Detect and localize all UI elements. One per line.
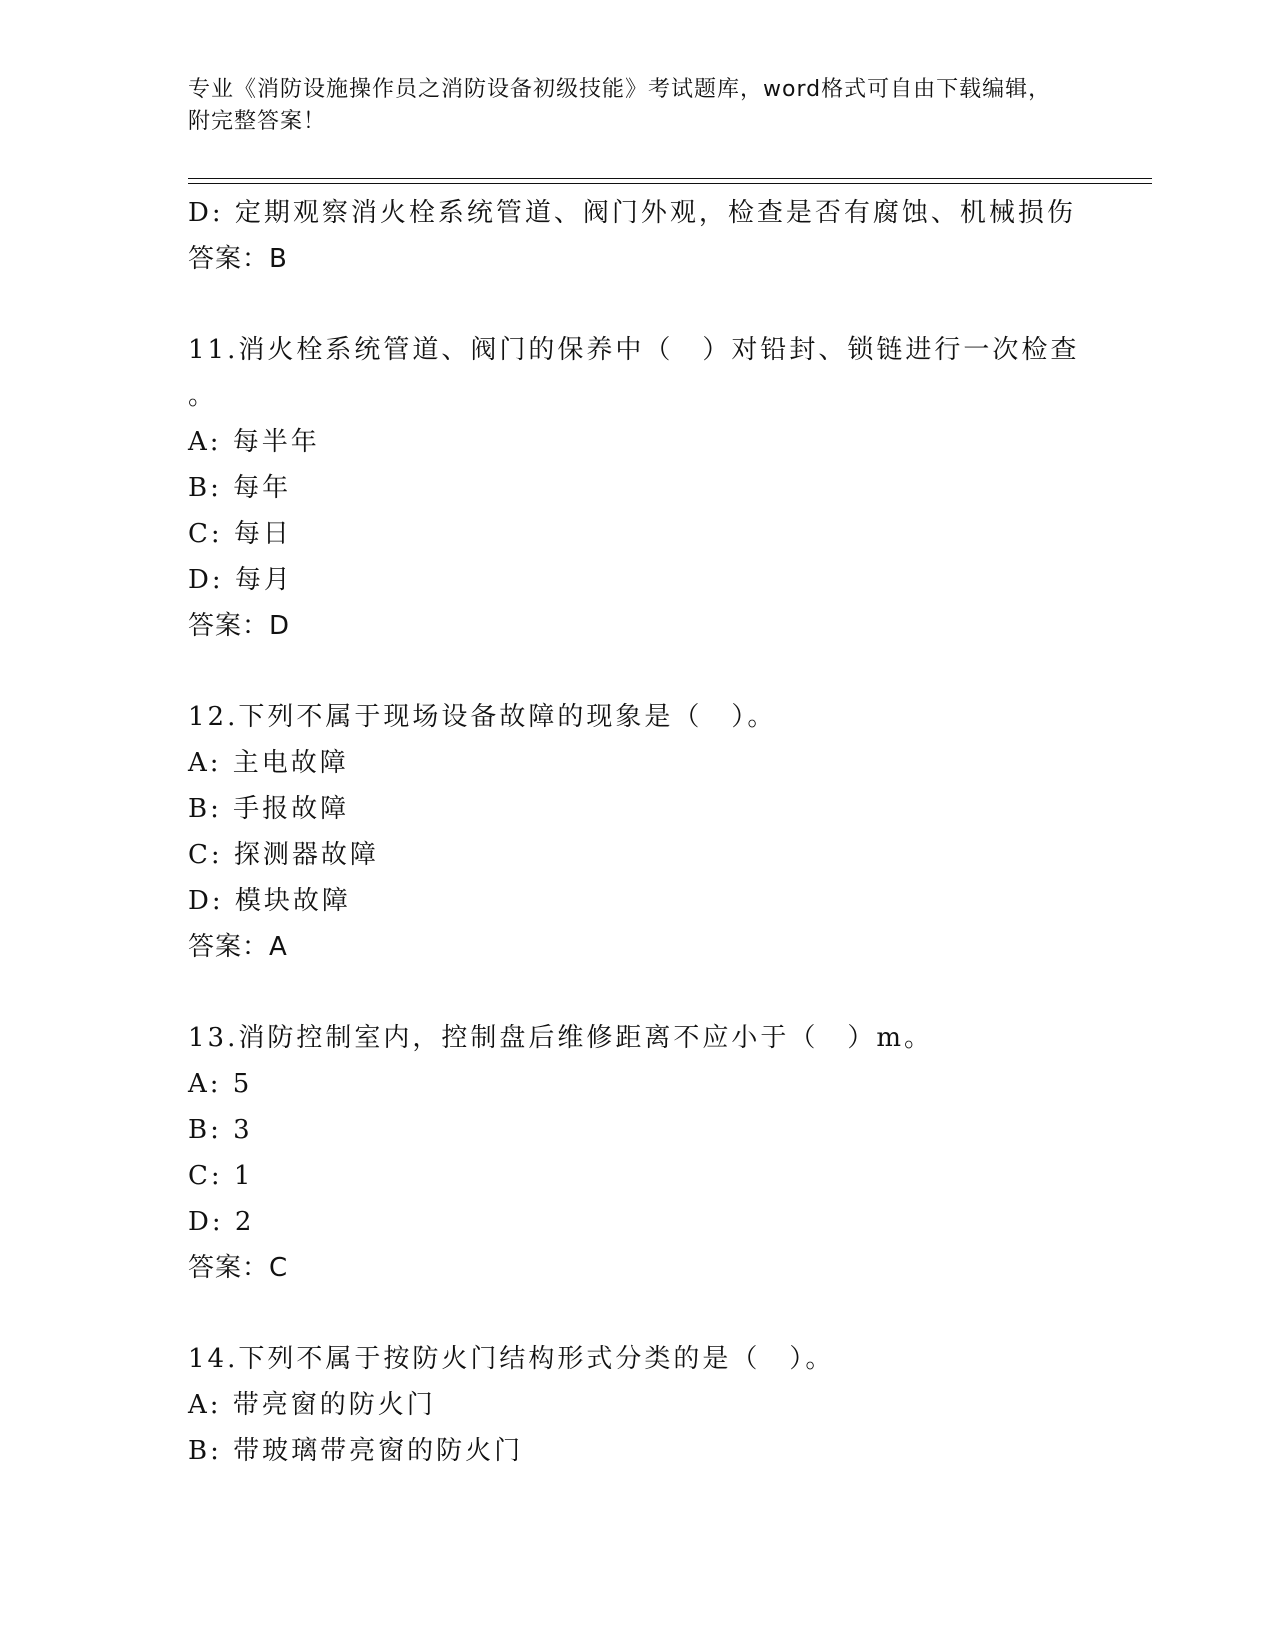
question-text: 。 — [188, 381, 218, 411]
answer-line: 答案：B — [188, 244, 288, 274]
option-line: C: 探测器故障 — [188, 840, 379, 870]
answer-line: 答案：A — [188, 932, 288, 962]
option-line: D: 每月 — [188, 565, 293, 595]
option-line: B: 每年 — [188, 473, 292, 503]
header-rule-bottom — [188, 183, 1152, 184]
option-line: C: 每日 — [188, 519, 292, 549]
question-spacer — [188, 970, 1088, 1015]
option-line: C: 1 — [188, 1161, 254, 1191]
option-line: A: 每半年 — [188, 427, 320, 457]
option-line: A: 5 — [188, 1069, 253, 1099]
question-text: 12.下列不属于现场设备故障的现象是（ ）。 — [188, 702, 777, 732]
document-header: 专业《消防设施操作员之消防设备初级技能》考试题库，word格式可自由下载编辑，附完整答案！ — [188, 77, 1052, 134]
answer-line: 答案：C — [188, 1253, 289, 1283]
question-spacer — [188, 649, 1088, 694]
question-list — [188, 190, 1088, 1474]
answer-line: 答案：D — [188, 611, 291, 641]
option-line: B: 手报故障 — [188, 794, 350, 824]
question-text: 13.消防控制室内，控制盘后维修距离不应小于（ ）m。 — [188, 1023, 934, 1053]
option-line: A: 带亮窗的防火门 — [188, 1390, 436, 1420]
question-text: 11.消火栓系统管道、阀门的保养中（ ）对铅封、锁链进行一次检查 — [188, 335, 1080, 365]
option-line: D: 2 — [188, 1207, 255, 1237]
option-line: D: 模块故障 — [188, 886, 351, 916]
header-rule-top — [188, 178, 1152, 179]
option-line: B: 带玻璃带亮窗的防火门 — [188, 1436, 524, 1466]
option-line: D: 定期观察消火栓系统管道、阀门外观，检查是否有腐蚀、机械损伤 — [188, 198, 1076, 228]
option-line: A: 主电故障 — [188, 748, 349, 778]
question-spacer — [188, 1291, 1088, 1336]
question-spacer — [188, 282, 1088, 327]
question-text: 14.下列不属于按防火门结构形式分类的是（ ）。 — [188, 1344, 835, 1374]
option-line: B: 3 — [188, 1115, 253, 1145]
